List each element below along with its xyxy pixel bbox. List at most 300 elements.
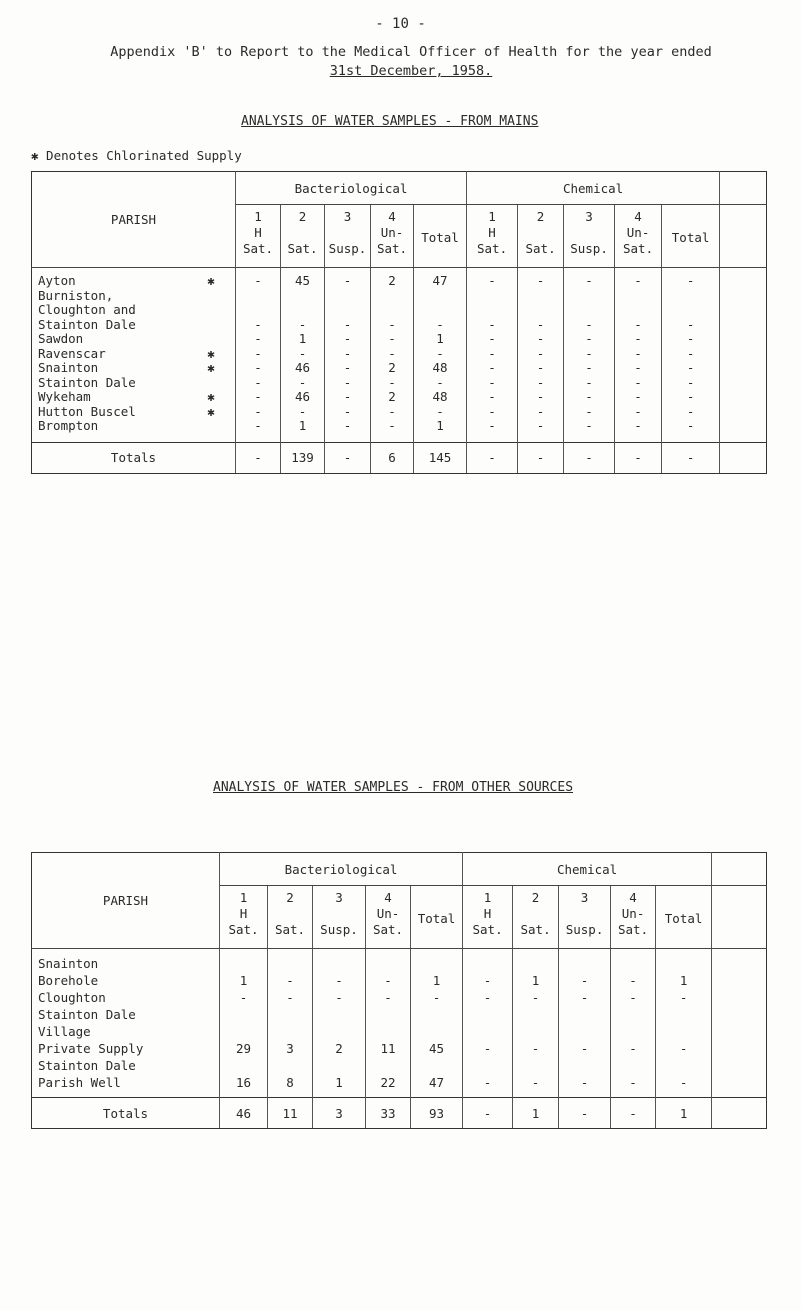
value-cell: - [467, 347, 518, 362]
col-header-line: 2 [286, 890, 294, 905]
value-cell: - [662, 419, 720, 442]
table-row [32, 376, 767, 391]
col-header-line: Sat. [228, 922, 259, 937]
value-cell: - [325, 419, 371, 442]
value-cell [414, 289, 467, 304]
col-header-line: H [483, 906, 492, 921]
total-value-cell: - [325, 442, 371, 473]
table-row [32, 303, 767, 318]
value-cell: - [518, 390, 564, 405]
table-row [32, 989, 767, 1006]
col-header-line [559, 906, 610, 922]
value-cell: - [615, 268, 662, 289]
value-cell [325, 303, 371, 318]
parish-name: Ravenscar [38, 345, 106, 361]
value-cell [656, 949, 712, 973]
col-header-line: 1 [239, 890, 248, 905]
value-cell: 1 [313, 1074, 366, 1098]
value-cell: - [366, 972, 411, 989]
trailing-header-cell [720, 172, 767, 205]
col-header-line: Un- [621, 906, 645, 921]
value-cell: - [313, 972, 366, 989]
chem-col-c2-header [518, 205, 564, 268]
parish-cell [32, 376, 236, 391]
col-header-line: Sat. [376, 241, 408, 256]
value-cell: - [615, 390, 662, 405]
total-value-cell: - [564, 442, 615, 473]
value-cell [268, 1023, 313, 1040]
parish-cell [32, 303, 236, 318]
value-cell [313, 949, 366, 973]
value-cell [411, 1006, 463, 1023]
col-header-line: 4 [629, 890, 637, 905]
value-cell [411, 949, 463, 973]
value-cell: 1 [414, 332, 467, 347]
value-cell: - [414, 376, 467, 391]
value-cell [513, 949, 559, 973]
value-cell [513, 1006, 559, 1023]
parish-cell [32, 989, 220, 1006]
parish-cell [32, 1074, 220, 1098]
value-cell: 2 [313, 1040, 366, 1057]
value-cell [371, 289, 414, 304]
col-header-line: Sat. [520, 922, 551, 937]
col-header-line: Susp. [565, 922, 604, 937]
col-header-line: 1 [483, 890, 492, 905]
value-cell: - [414, 347, 467, 362]
value-cell: - [564, 268, 615, 289]
value-cell: - [518, 419, 564, 442]
chem-col-c4-header [615, 205, 662, 268]
col-header-line: 1 [254, 209, 262, 224]
value-cell: - [325, 405, 371, 420]
value-cell [281, 303, 325, 318]
value-cell: - [656, 1074, 712, 1098]
value-cell: - [656, 1040, 712, 1057]
parish-cell [32, 1057, 220, 1074]
value-cell: - [467, 318, 518, 333]
value-cell: - [371, 376, 414, 391]
value-cell: - [559, 1074, 611, 1098]
value-cell: - [564, 419, 615, 442]
parish-name: Stainton Dale [38, 1058, 136, 1073]
table-row [32, 390, 767, 405]
parish-cell [32, 972, 220, 989]
value-cell: - [513, 989, 559, 1006]
value-cell: - [236, 332, 281, 347]
parish-cell [32, 405, 236, 420]
col-header-line: Un- [380, 225, 404, 240]
value-cell: - [236, 318, 281, 333]
value-cell [656, 1057, 712, 1074]
col-header-line [325, 225, 370, 241]
value-cell [463, 949, 513, 973]
col-header-line: H [239, 906, 248, 921]
value-cell [463, 1057, 513, 1074]
value-cell: - [281, 318, 325, 333]
value-cell: - [611, 972, 656, 989]
value-cell [611, 1057, 656, 1074]
value-cell [513, 1057, 559, 1074]
value-cell [411, 1057, 463, 1074]
parish-name: Private Supply [38, 1041, 144, 1056]
value-cell: - [611, 989, 656, 1006]
value-cell: - [371, 332, 414, 347]
col-header-line: 3 [343, 209, 352, 224]
trailing-cell [712, 1057, 767, 1074]
table-row [32, 1074, 767, 1098]
value-cell: - [325, 376, 371, 391]
value-cell: 1 [513, 972, 559, 989]
value-cell [467, 289, 518, 304]
parish-name: Snainton [38, 956, 99, 971]
total-value-cell: - [615, 442, 662, 473]
value-cell: - [463, 972, 513, 989]
value-cell: 45 [411, 1040, 463, 1057]
value-cell: - [467, 376, 518, 391]
trailing-header-cell [712, 853, 767, 886]
col-header-line: 2 [298, 209, 307, 224]
value-cell: - [564, 347, 615, 362]
value-cell: 1 [411, 972, 463, 989]
parish-cell [32, 318, 236, 333]
value-cell: - [236, 361, 281, 376]
value-cell: - [564, 390, 615, 405]
value-cell: - [467, 332, 518, 347]
trailing-cell [720, 390, 767, 405]
col-header-line: H [254, 225, 262, 240]
value-cell [564, 289, 615, 304]
value-cell: 1 [281, 419, 325, 442]
chlorinated-mark: ✱ [207, 360, 215, 375]
total-value-cell: 33 [366, 1098, 411, 1129]
value-cell: - [518, 361, 564, 376]
table-row [32, 1006, 767, 1023]
chem-col-c1-header [467, 205, 518, 268]
value-cell [366, 949, 411, 973]
value-cell [518, 289, 564, 304]
chlorinated-mark: ✱ [207, 345, 215, 361]
trailing-cell [720, 347, 767, 362]
trailing-cell [712, 972, 767, 989]
parish-cell [32, 1040, 220, 1057]
value-cell: - [325, 347, 371, 362]
parish-name: Village [38, 1024, 91, 1039]
value-cell: - [513, 1074, 559, 1098]
other-sources-table [31, 852, 767, 1129]
table-row [32, 347, 767, 362]
trailing-cell [720, 318, 767, 333]
chemical-header: Chemical [463, 853, 712, 886]
bacteriological-header: Bacteriological [220, 853, 463, 886]
col-header-line: Sat. [477, 241, 508, 256]
total-value-cell: - [467, 442, 518, 473]
value-cell: - [236, 405, 281, 420]
chem-total-header: Total [656, 886, 712, 949]
col-header-line: Sat. [623, 241, 654, 256]
value-cell: - [518, 318, 564, 333]
value-cell: 2 [371, 361, 414, 376]
value-cell [513, 1023, 559, 1040]
value-cell: - [268, 972, 313, 989]
col-header-line [268, 906, 312, 922]
value-cell: - [371, 318, 414, 333]
parish-name: Borehole [38, 973, 99, 988]
value-cell: - [325, 268, 371, 289]
table-row [32, 1023, 767, 1040]
value-cell: - [463, 989, 513, 1006]
value-cell: - [268, 989, 313, 1006]
trailing-cell [720, 361, 767, 376]
value-cell: 1 [220, 972, 268, 989]
trailing-cell [720, 303, 767, 318]
value-cell: - [564, 405, 615, 420]
value-cell: - [371, 405, 414, 420]
value-cell [411, 1023, 463, 1040]
value-cell [313, 1006, 366, 1023]
value-cell: - [281, 405, 325, 420]
col-header-line: Sat. [618, 922, 649, 937]
value-cell [366, 1006, 411, 1023]
value-cell: - [313, 989, 366, 1006]
total-value-cell: - [559, 1098, 611, 1129]
col-header-line [281, 225, 324, 241]
value-cell: - [615, 318, 662, 333]
trailing-cell [712, 1040, 767, 1057]
chem-col-c2-header [513, 886, 559, 949]
total-value-cell: 1 [513, 1098, 559, 1129]
chem-col-c3-header [559, 886, 611, 949]
table-row [32, 405, 767, 420]
value-cell: 8 [268, 1074, 313, 1098]
value-cell [564, 303, 615, 318]
bact-col-c1-header [220, 886, 268, 949]
section-2-title: ANALYSIS OF WATER SAMPLES - FROM OTHER SOURCES [213, 780, 574, 795]
bacteriological-header: Bacteriological [236, 172, 467, 205]
value-cell: - [662, 318, 720, 333]
bact-total-header: Total [411, 886, 463, 949]
value-cell [325, 289, 371, 304]
parish-name: Ayton [38, 273, 76, 288]
value-cell: - [518, 405, 564, 420]
value-cell: - [467, 268, 518, 289]
parish-cell [32, 1023, 220, 1040]
value-cell: 1 [656, 972, 712, 989]
total-value-cell: - [463, 1098, 513, 1129]
value-cell [414, 303, 467, 318]
parish-name: Sawdon [38, 331, 84, 346]
value-cell: - [656, 989, 712, 1006]
value-cell [313, 1057, 366, 1074]
value-cell [463, 1023, 513, 1040]
value-cell: 16 [220, 1074, 268, 1098]
total-value-cell: 3 [313, 1098, 366, 1129]
value-cell: - [564, 376, 615, 391]
value-cell [371, 303, 414, 318]
total-value-cell: 145 [414, 442, 467, 473]
value-cell: - [325, 361, 371, 376]
value-cell: - [615, 347, 662, 362]
value-cell [366, 1057, 411, 1074]
value-cell: - [662, 405, 720, 420]
value-cell: - [615, 332, 662, 347]
value-cell [281, 289, 325, 304]
totals-label: Totals [32, 1098, 220, 1129]
trailing-cell [720, 268, 767, 289]
totals-row [32, 1098, 767, 1129]
value-cell: - [414, 405, 467, 420]
col-header-line: 4 [634, 209, 642, 224]
value-cell [559, 1057, 611, 1074]
value-cell: - [467, 361, 518, 376]
value-cell: - [559, 1040, 611, 1057]
chlorinated-mark: ✱ [207, 273, 215, 288]
trailing-cell [720, 442, 767, 473]
total-value-cell: 6 [371, 442, 414, 473]
value-cell: - [463, 1040, 513, 1057]
value-cell [615, 289, 662, 304]
value-cell: - [371, 419, 414, 442]
total-value-cell: - [518, 442, 564, 473]
parish-name: Cloughton and [38, 302, 136, 317]
value-cell: - [559, 989, 611, 1006]
value-cell [467, 303, 518, 318]
parish-cell [32, 361, 236, 376]
value-cell: - [564, 332, 615, 347]
col-header-line: 2 [536, 209, 545, 224]
value-cell: - [325, 332, 371, 347]
col-header-line: Susp. [320, 922, 358, 937]
value-cell: - [559, 972, 611, 989]
table-row [32, 1040, 767, 1057]
value-cell: - [281, 376, 325, 391]
parish-name: Parish Well [38, 1075, 121, 1090]
value-cell: 47 [414, 268, 467, 289]
col-header-line: Susp. [570, 241, 608, 256]
value-cell [220, 949, 268, 973]
value-cell [268, 1006, 313, 1023]
value-cell: - [615, 376, 662, 391]
col-header-line: Sat. [372, 922, 404, 937]
value-cell: 22 [366, 1074, 411, 1098]
trailing-cell [720, 332, 767, 347]
table-row [32, 419, 767, 442]
col-header-line: 2 [531, 890, 540, 905]
parish-name: Cloughton [38, 990, 106, 1005]
trailing-cell [712, 949, 767, 973]
bact-col-c2-header [281, 205, 325, 268]
col-header-line [518, 225, 563, 241]
value-cell: - [236, 419, 281, 442]
value-cell [611, 1023, 656, 1040]
col-header-line: 4 [388, 209, 396, 224]
trailing-cell [720, 405, 767, 420]
chlorinated-mark: ✱ [207, 403, 215, 419]
table-row [32, 268, 767, 289]
heading-line-1: Appendix 'B' to Report to the Medical Officer of Health for the year ended [110, 44, 712, 60]
col-header-line: 3 [580, 890, 589, 905]
bact-col-c4-header [366, 886, 411, 949]
value-cell [518, 303, 564, 318]
value-cell [236, 303, 281, 318]
parish-header: PARISH [32, 172, 236, 268]
value-cell: - [662, 376, 720, 391]
table-row [32, 1057, 767, 1074]
total-value-cell: - [662, 442, 720, 473]
value-cell: - [467, 390, 518, 405]
value-cell: - [236, 268, 281, 289]
bact-col-c3-header [313, 886, 366, 949]
col-header-line: 3 [335, 890, 343, 905]
col-header-line: Sat. [287, 241, 318, 256]
trailing-cell [720, 376, 767, 391]
trailing-cell [720, 289, 767, 304]
col-header-line: H [488, 225, 496, 240]
col-header-line: Susp. [328, 241, 367, 256]
trailing-cell [712, 989, 767, 1006]
col-header-line: Un- [376, 906, 400, 921]
chem-col-c1-header [463, 886, 513, 949]
value-cell: - [615, 361, 662, 376]
value-cell: - [281, 347, 325, 362]
total-value-cell: 1 [656, 1098, 712, 1129]
col-header-line: Sat. [472, 922, 503, 937]
value-cell: 3 [268, 1040, 313, 1057]
table-row [32, 949, 767, 973]
col-header-line: Sat. [242, 241, 274, 256]
parish-name: Wykeham [38, 389, 91, 404]
value-cell [313, 1023, 366, 1040]
chlorinated-mark: ✱ [207, 389, 215, 404]
parish-name: Snainton [38, 360, 99, 375]
value-cell [268, 949, 313, 973]
value-cell: - [662, 332, 720, 347]
value-cell: - [325, 390, 371, 405]
value-cell [220, 1057, 268, 1074]
value-cell: - [611, 1040, 656, 1057]
total-value-cell: 46 [220, 1098, 268, 1129]
trailing-cell [712, 1006, 767, 1023]
table-row [32, 972, 767, 989]
value-cell [268, 1057, 313, 1074]
col-header-line: 4 [384, 890, 392, 905]
col-header-line: Sat. [274, 922, 306, 937]
value-cell: 46 [281, 361, 325, 376]
value-cell [220, 1023, 268, 1040]
report-heading [31, 43, 791, 81]
value-cell [463, 1006, 513, 1023]
value-cell: 1 [281, 332, 325, 347]
value-cell: - [414, 318, 467, 333]
mains-table [31, 171, 767, 474]
value-cell: - [662, 390, 720, 405]
col-header-line [564, 225, 614, 241]
parish-cell [32, 289, 236, 304]
value-cell [366, 1023, 411, 1040]
value-cell: - [366, 989, 411, 1006]
parish-cell [32, 949, 220, 973]
parish-cell [32, 332, 236, 347]
parish-name: Burniston, [38, 287, 114, 303]
value-cell: - [564, 361, 615, 376]
table-row [32, 318, 767, 333]
value-cell [559, 1023, 611, 1040]
value-cell: - [615, 419, 662, 442]
parish-name: Hutton Buscel [38, 403, 136, 419]
value-cell: 11 [366, 1040, 411, 1057]
value-cell: 48 [414, 361, 467, 376]
value-cell: - [467, 419, 518, 442]
